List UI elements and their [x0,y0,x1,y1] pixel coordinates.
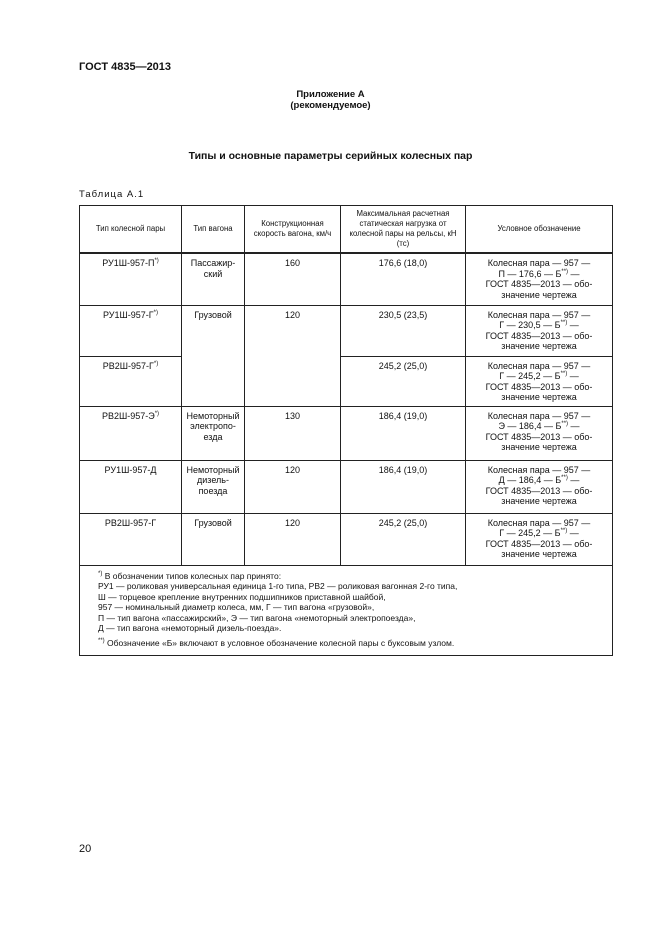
document-title: Типы и основные параметры серийных колесных пар [188,150,473,162]
note-1-line: Ш — торцевое крепление внутренних подшипников приставной шайбой, [98,591,386,602]
designation-cell: Колесная пара — 957 — Г — 245,2 — Б**) — ГОСТ 4835—2013 — обо- значение чертежа [466,356,613,406]
load-cell: 176,6 (18,0) [341,253,466,305]
annex-title: Приложение А [296,89,365,100]
speed-cell: 130 [245,406,341,460]
designation-cell: Колесная пара — 957 — Д — 186,4 — Б**) — ГОСТ 4835—2013 — обо- значение чертежа [466,460,613,513]
header-cell: Условное обозначение [466,206,613,254]
table-row [80,356,613,406]
table-row [80,460,613,513]
table-row [80,305,613,356]
designation-cell: Колесная пара — 957 — Э — 186,4 — Б**) — ГОСТ 4835—2013 — обо- значение чертежа [466,406,613,460]
header-cell: Максимальная расчетная статическая нагрузка от колесной пары на рельсы, кН (тс) [341,206,466,254]
designation-cell: Колесная пара — 957 — П — 176,6 — Б**) — ГОСТ 4835—2013 — обо- значение чертежа [466,253,613,305]
speed-cell: 120 [245,513,341,565]
wheelset-type-cell: РУ1Ш-957-Д [80,460,182,513]
table-row [80,406,613,460]
note-1-line: Д — тип вагона «немоторный дизель-поезда». [98,623,282,633]
speed-cell: 160 [245,253,341,305]
wheelset-type-cell: РВ2Ш-957-Э*) [80,406,182,460]
table-caption: Таблица А.1 [79,189,145,200]
annex-subtitle: (рекомендуемое) [290,100,371,111]
standard-header: ГОСТ 4835—2013 [79,61,172,73]
designation-cell: Колесная пара — 957 — Г — 230,5 — Б**) — ГОСТ 4835—2013 — обо- значение чертежа [466,305,613,356]
note-1: *) В обозначении типов колесных пар принято: [98,570,282,581]
note-1-line: РУ1 — роликовая универсальная единица 1-го типа, РВ2 — роликовая вагонная 2-го типа, [98,581,458,591]
wheelset-type-cell: РВ2Ш-957-Г [80,513,182,565]
load-cell: 245,2 (25,0) [341,513,466,565]
note-2: **) Обозначение «Б» включают в условное обозначение колесной пары с буксовым узлом. [98,637,455,648]
designation-cell: Колесная пара — 957 — Г — 245,2 — Б**) — ГОСТ 4835—2013 — обо- значение чертежа [466,513,613,565]
table-notes-row [80,565,613,656]
annex-heading [0,89,661,111]
table-notes [80,565,613,656]
note-1-line: 957 — номинальный диаметр колеса, мм, Г — тип вагона «грузовой», [98,602,375,612]
wheelset-type-cell: РУ1Ш-957-Г*) [80,305,182,356]
load-cell: 186,4 (19,0) [341,460,466,513]
header-cell: Тип колесной пары [80,206,182,254]
page-number: 20 [79,843,92,855]
table-row [80,513,613,565]
speed-cell: 120 [245,305,341,406]
table-row [80,253,613,305]
load-cell: 230,5 (23,5) [341,305,466,356]
header-cell: Конструкционная скорость вагона, км/ч [245,206,341,254]
load-cell: 245,2 (25,0) [341,356,466,406]
wheelset-type-cell: РВ2Ш-957-Г*) [80,356,182,406]
table-header-row [80,206,613,254]
load-cell: 186,4 (19,0) [341,406,466,460]
wagon-type-cell: Грузовой [182,513,245,565]
wagon-type-cell: Немоторный электропо-езда [182,406,245,460]
header-cell: Тип вагона [182,206,245,254]
wagon-type-cell: Пассажир-ский [182,253,245,305]
note-1-line: П — тип вагона «пассажирский», Э — тип вагона «немоторный электропоезда», [98,612,416,623]
wagon-type-cell: Немоторный дизель-поезда [182,460,245,513]
wagon-type-cell: Грузовой [182,305,245,406]
wheelset-table [79,205,613,656]
wheelset-type-cell: РУ1Ш-957-П*) [80,253,182,305]
speed-cell: 120 [245,460,341,513]
